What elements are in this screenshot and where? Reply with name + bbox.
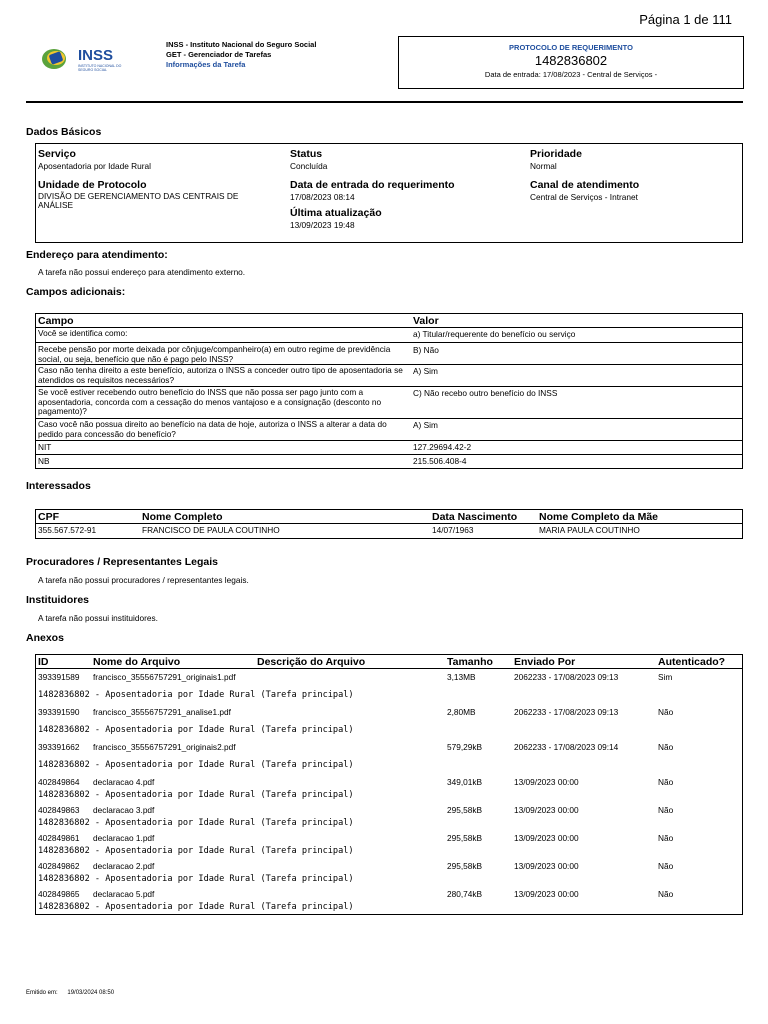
annex-file-link[interactable]: declaracao 1.pdf [93, 833, 155, 843]
annex-sent: 2062233 - 17/08/2023 09:14 [514, 742, 619, 752]
annex-id: 393391590 [38, 707, 80, 717]
header-divider [26, 101, 743, 103]
extra-row-value: A) Sim [413, 366, 438, 376]
extra-row-value: C) Não recebo outro benefício do INSS [413, 388, 558, 398]
priority-value: Normal [530, 161, 557, 171]
extra-row-field: Recebe pensão por morte deixada por cônjuge/companheiro(a) em outro regime de previdência social, ou seja, benefício que não é pago pelo INSS? [38, 344, 391, 364]
extra-row-divider [36, 440, 742, 441]
extra-row-field: Se você estiver recebendo outro benefício do INSS que não possa ser pago junto com a aposentadoria, concorda com a cessação do menos vantajoso e a consignação (desconto no pagamento)? [38, 387, 382, 416]
annex-auth: Não [658, 777, 674, 787]
annex-file-link[interactable]: declaracao 2.pdf [93, 861, 155, 871]
annex-size: 349,01kB [447, 777, 483, 787]
page-number: Página 1 de 111 [639, 12, 732, 27]
annex-size: 280,74kB [447, 889, 483, 899]
annex-sent: 13/09/2023 00:00 [514, 833, 579, 843]
annex-sent: 13/09/2023 00:00 [514, 889, 579, 899]
annex-desc: 1482836802 - Aposentadoria por Idade Rural (Tarefa principal) [38, 725, 354, 735]
annex-id: 402849864 [38, 777, 80, 787]
status-value: Concluída [290, 161, 328, 171]
annexes-col-size: Tamanho [447, 656, 493, 668]
annex-size: 579,29kB [447, 742, 483, 752]
annex-sent: 13/09/2023 00:00 [514, 777, 579, 787]
header-line3: Informações da Tarefa [166, 60, 246, 69]
logo-text: INSS [78, 47, 114, 64]
last-update-label: Última atualização [290, 207, 382, 219]
institutors-section-title: Instituidores [26, 594, 90, 606]
basic-section-title: Dados Básicos [26, 126, 102, 138]
annexes-col-auth: Autenticado? [658, 656, 726, 668]
attorneys-text: A tarefa não possui procuradores / representantes legais. [38, 575, 249, 585]
annex-auth: Não [658, 805, 674, 815]
annex-auth: Sim [658, 672, 673, 682]
annex-sent: 2062233 - 17/08/2023 09:13 [514, 672, 619, 682]
extra-row-field: NB [38, 456, 50, 466]
extra-row-value: 215.506.408-4 [413, 456, 467, 466]
extra-row-divider [36, 454, 742, 455]
inss-logo [40, 44, 130, 74]
annex-id: 393391662 [38, 742, 80, 752]
address-section-title: Endereço para atendimento: [26, 249, 168, 261]
extra-col-value: Valor [413, 315, 439, 327]
issued-label: Emitido em: [26, 990, 58, 996]
annex-id: 402849865 [38, 889, 80, 899]
institutors-text: A tarefa não possui instituidores. [38, 613, 158, 623]
annex-id: 393391589 [38, 672, 80, 682]
extra-fields-table [35, 313, 743, 469]
annex-file-link[interactable]: francisco_35556757291_analise1.pdf [93, 707, 231, 717]
annex-desc: 1482836802 - Aposentadoria por Idade Rural (Tarefa principal) [38, 760, 354, 770]
interested-header-divider [36, 523, 742, 524]
protocol-box [398, 36, 744, 89]
interested-table [35, 509, 743, 539]
annexes-col-sent: Enviado Por [514, 656, 576, 668]
annex-size: 295,58kB [447, 861, 483, 871]
annex-desc: 1482836802 - Aposentadoria por Idade Rural (Tarefa principal) [38, 790, 354, 800]
extra-section-title: Campos adicionais: [26, 286, 126, 298]
extra-row-value: 127.29694.42-2 [413, 442, 472, 452]
annexes-table [35, 654, 743, 915]
service-label: Serviço [38, 148, 76, 160]
extra-row-divider [36, 342, 742, 343]
annexes-section-title: Anexos [26, 632, 64, 644]
annex-size: 295,58kB [447, 805, 483, 815]
annex-size: 2,80MB [447, 707, 476, 717]
annex-auth: Não [658, 861, 674, 871]
annex-size: 3,13MB [447, 672, 476, 682]
basic-data-box [35, 143, 743, 243]
annex-sent: 13/09/2023 00:00 [514, 861, 579, 871]
annex-file-link[interactable]: francisco_35556757291_originais2.pdf [93, 742, 236, 752]
protocol-subtitle: Data de entrada: 17/08/2023 - Central de Serviços - [484, 70, 658, 79]
interested-col-mother: Nome Completo da Mãe [539, 511, 659, 523]
extra-row-field: Caso você não possua direito ao benefício na data de hoje, autoriza o INSS a alterar a data do pedido para concessão do benefício? [38, 419, 387, 439]
annex-desc: 1482836802 - Aposentadoria por Idade Rural (Tarefa principal) [38, 846, 354, 856]
extra-row-field: Caso não tenha direito a este benefício, autoriza o INSS a conceder outro tipo de aposentadoria se atendidos os requisitos necessários? [38, 365, 403, 385]
extra-row-value: B) Não [413, 345, 439, 355]
annex-auth: Não [658, 742, 674, 752]
annex-sent: 13/09/2023 00:00 [514, 805, 579, 815]
interested-col-birth: Data Nascimento [432, 511, 518, 523]
protocol-number: 1482836802 [534, 53, 608, 68]
interested-col-name: Nome Completo [142, 511, 223, 523]
annex-sent: 2062233 - 17/08/2023 09:13 [514, 707, 619, 717]
entry-date-value: 17/08/2023 08:14 [290, 192, 355, 202]
last-update-value: 13/09/2023 19:48 [290, 220, 355, 230]
annex-desc: 1482836802 - Aposentadoria por Idade Rural (Tarefa principal) [38, 874, 354, 884]
annex-auth: Não [658, 707, 674, 717]
interested-name: FRANCISCO DE PAULA COUTINHO [142, 525, 280, 535]
interested-mother: MARIA PAULA COUTINHO [539, 525, 640, 535]
extra-row-value: A) Sim [413, 420, 438, 430]
annex-auth: Não [658, 889, 674, 899]
annex-file-link[interactable]: declaracao 4.pdf [93, 777, 155, 787]
protocol-title: PROTOCOLO DE REQUERIMENTO [509, 43, 633, 52]
priority-label: Prioridade [530, 148, 582, 160]
logo-subtext: INSTITUTO NACIONAL DO SEGURO SOCIAL [78, 64, 122, 72]
annex-id: 402849862 [38, 861, 80, 871]
status-label: Status [290, 148, 323, 160]
address-text: A tarefa não possui endereço para atendimento externo. [38, 267, 246, 277]
extra-row-field: NIT [38, 442, 52, 452]
channel-label: Canal de atendimento [530, 179, 640, 191]
annexes-header-divider [36, 668, 742, 669]
annex-desc: 1482836802 - Aposentadoria por Idade Rural (Tarefa principal) [38, 902, 354, 912]
interested-section-title: Interessados [26, 480, 91, 492]
unit-value: DIVISÃO DE GERENCIAMENTO DAS CENTRAIS DE ANÁLISE [38, 191, 239, 210]
annex-size: 295,58kB [447, 833, 483, 843]
header-line1: INSS - Instituto Nacional do Seguro Social [166, 40, 317, 49]
annex-file-link[interactable]: declaracao 3.pdf [93, 805, 155, 815]
interested-birth: 14/07/1963 [432, 525, 474, 535]
service-value: Aposentadoria por Idade Rural [38, 161, 152, 171]
issued-footer [26, 990, 114, 996]
entry-date-label: Data de entrada do requerimento [290, 179, 455, 191]
issued-value: 19/03/2024 08:50 [67, 990, 115, 996]
interested-cpf: 355.567.572-91 [38, 525, 97, 535]
annex-desc: 1482836802 - Aposentadoria por Idade Rural (Tarefa principal) [38, 690, 354, 700]
interested-col-cpf: CPF [38, 511, 59, 523]
extra-row-value: a) Titular/requerente do benefício ou serviço [413, 329, 576, 339]
annexes-col-file: Nome do Arquivo [93, 656, 181, 668]
extra-row-field: Você se identifica como: [38, 328, 128, 338]
annex-desc: 1482836802 - Aposentadoria por Idade Rural (Tarefa principal) [38, 818, 354, 828]
annexes-col-desc: Descrição do Arquivo [257, 656, 366, 668]
header-info [166, 40, 316, 70]
extra-header-divider [36, 327, 742, 328]
annex-id: 402849861 [38, 833, 80, 843]
annex-file-link[interactable]: declaracao 5.pdf [93, 889, 155, 899]
annex-file-link[interactable]: francisco_35556757291_originais1.pdf [93, 672, 236, 682]
annex-id: 402849863 [38, 805, 80, 815]
extra-col-field: Campo [38, 315, 74, 327]
annexes-col-id: ID [38, 656, 49, 668]
channel-value: Central de Serviços - Intranet [530, 192, 638, 202]
annex-auth: Não [658, 833, 674, 843]
unit-label: Unidade de Protocolo [38, 179, 147, 191]
attorneys-section-title: Procuradores / Representantes Legais [26, 556, 218, 568]
header-line2: GET - Gerenciador de Tarefas [166, 50, 272, 59]
